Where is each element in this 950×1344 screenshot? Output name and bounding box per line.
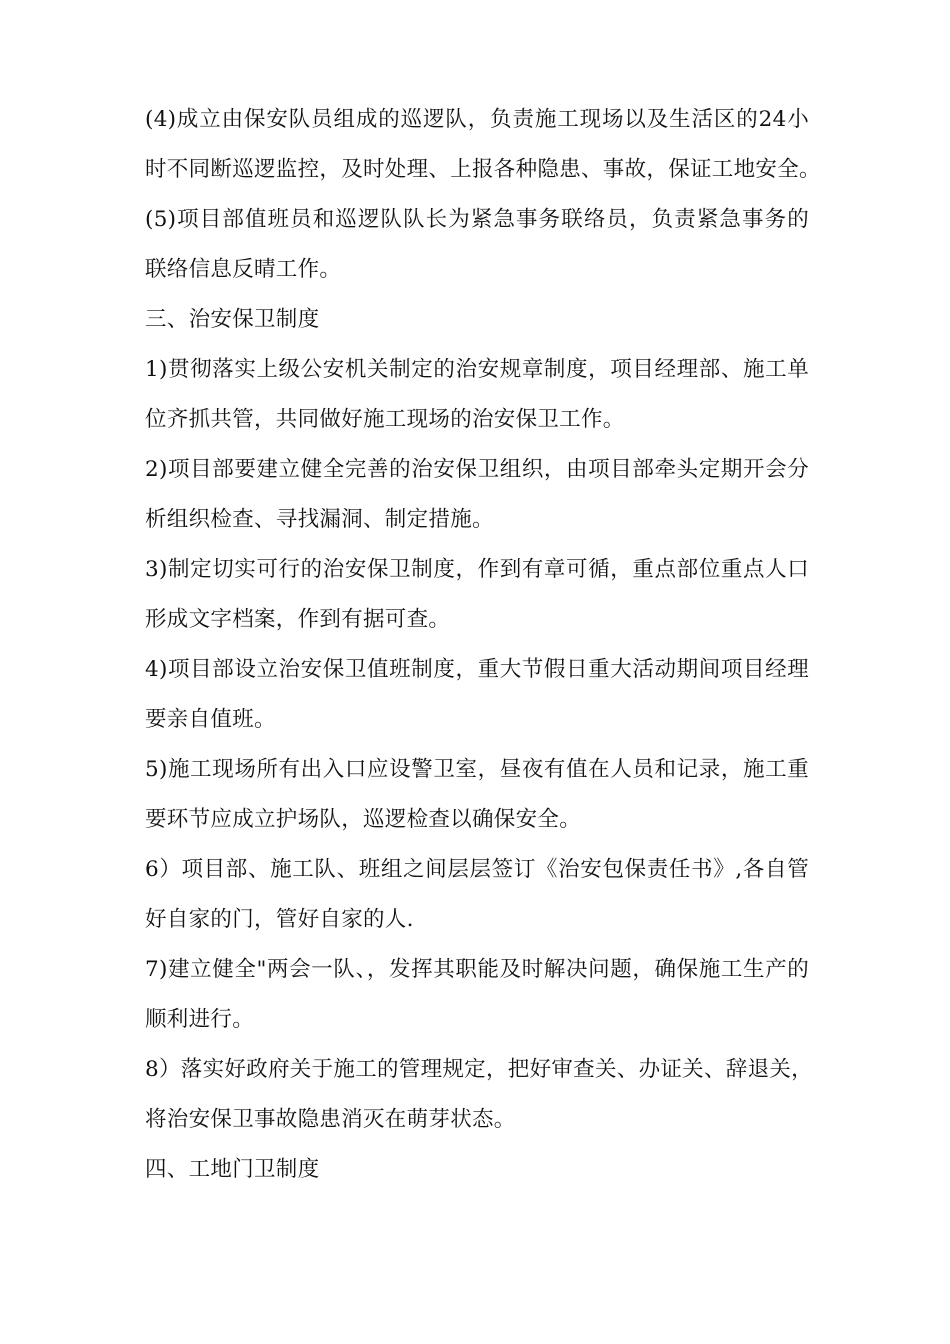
- text-line: 好自家的门，管好自家的人.: [145, 907, 414, 932]
- text-line: (5)项目部值班员和巡逻队队长为紧急事务联络员，负责紧急事务的: [145, 207, 809, 232]
- text-line: 位齐抓共管，共同做好施工现场的治安保卫工作。: [145, 407, 625, 432]
- text-line: 联络信息反晴工作。: [145, 257, 342, 282]
- text-line: 3)制定切实可行的治安保卫制度，作到有章可循，重点部位重点人口: [145, 557, 809, 582]
- section-heading: 四、工地门卫制度: [145, 1157, 320, 1182]
- text-line: 2)项目部要建立健全完善的治安保卫组织，由项目部牵头定期开会分: [145, 457, 809, 482]
- text-line: 顺利进行。: [145, 1007, 255, 1032]
- text-line: 析组织检查、寻找漏洞、制定措施。: [145, 507, 494, 532]
- text-line: 时不同断巡逻监控，及时处理、上报各种隐患、事故，保证工地安全。: [145, 157, 821, 182]
- text-line: 4)项目部设立治安保卫值班制度，重大节假日重大活动期间项目经理: [145, 657, 809, 682]
- text-line: 5)施工现场所有出入口应设警卫室，昼夜有值在人员和记录，施工重: [145, 757, 809, 782]
- text-line: 将治安保卫事故隐患消灭在萌芽状态。: [145, 1107, 516, 1132]
- text-line: 形成文字档案，作到有据可查。: [145, 607, 451, 632]
- text-line: 要亲自值班。: [145, 707, 276, 732]
- text-line: 要环节应成立护场队，巡逻检查以确保安全。: [145, 807, 582, 832]
- section-heading: 三、治安保卫制度: [145, 307, 320, 332]
- text-line: (4)成立由保安队员组成的巡逻队，负责施工现场以及生活区的24小: [145, 107, 809, 132]
- text-line: 1)贯彻落实上级公安机关制定的治安规章制度，项目经理部、施工单: [145, 357, 809, 382]
- text-line: 7)建立健全"两会一队、，发挥其职能及时解决问题，确保施工生产的: [145, 957, 809, 982]
- text-line: 8）落实好政府关于施工的管理规定，把好审查关、办证关、辞退关，: [145, 1057, 813, 1082]
- text-line: 6）项目部、施工队、班组之间层层签订《治安包保责任书》,各自管: [145, 857, 809, 882]
